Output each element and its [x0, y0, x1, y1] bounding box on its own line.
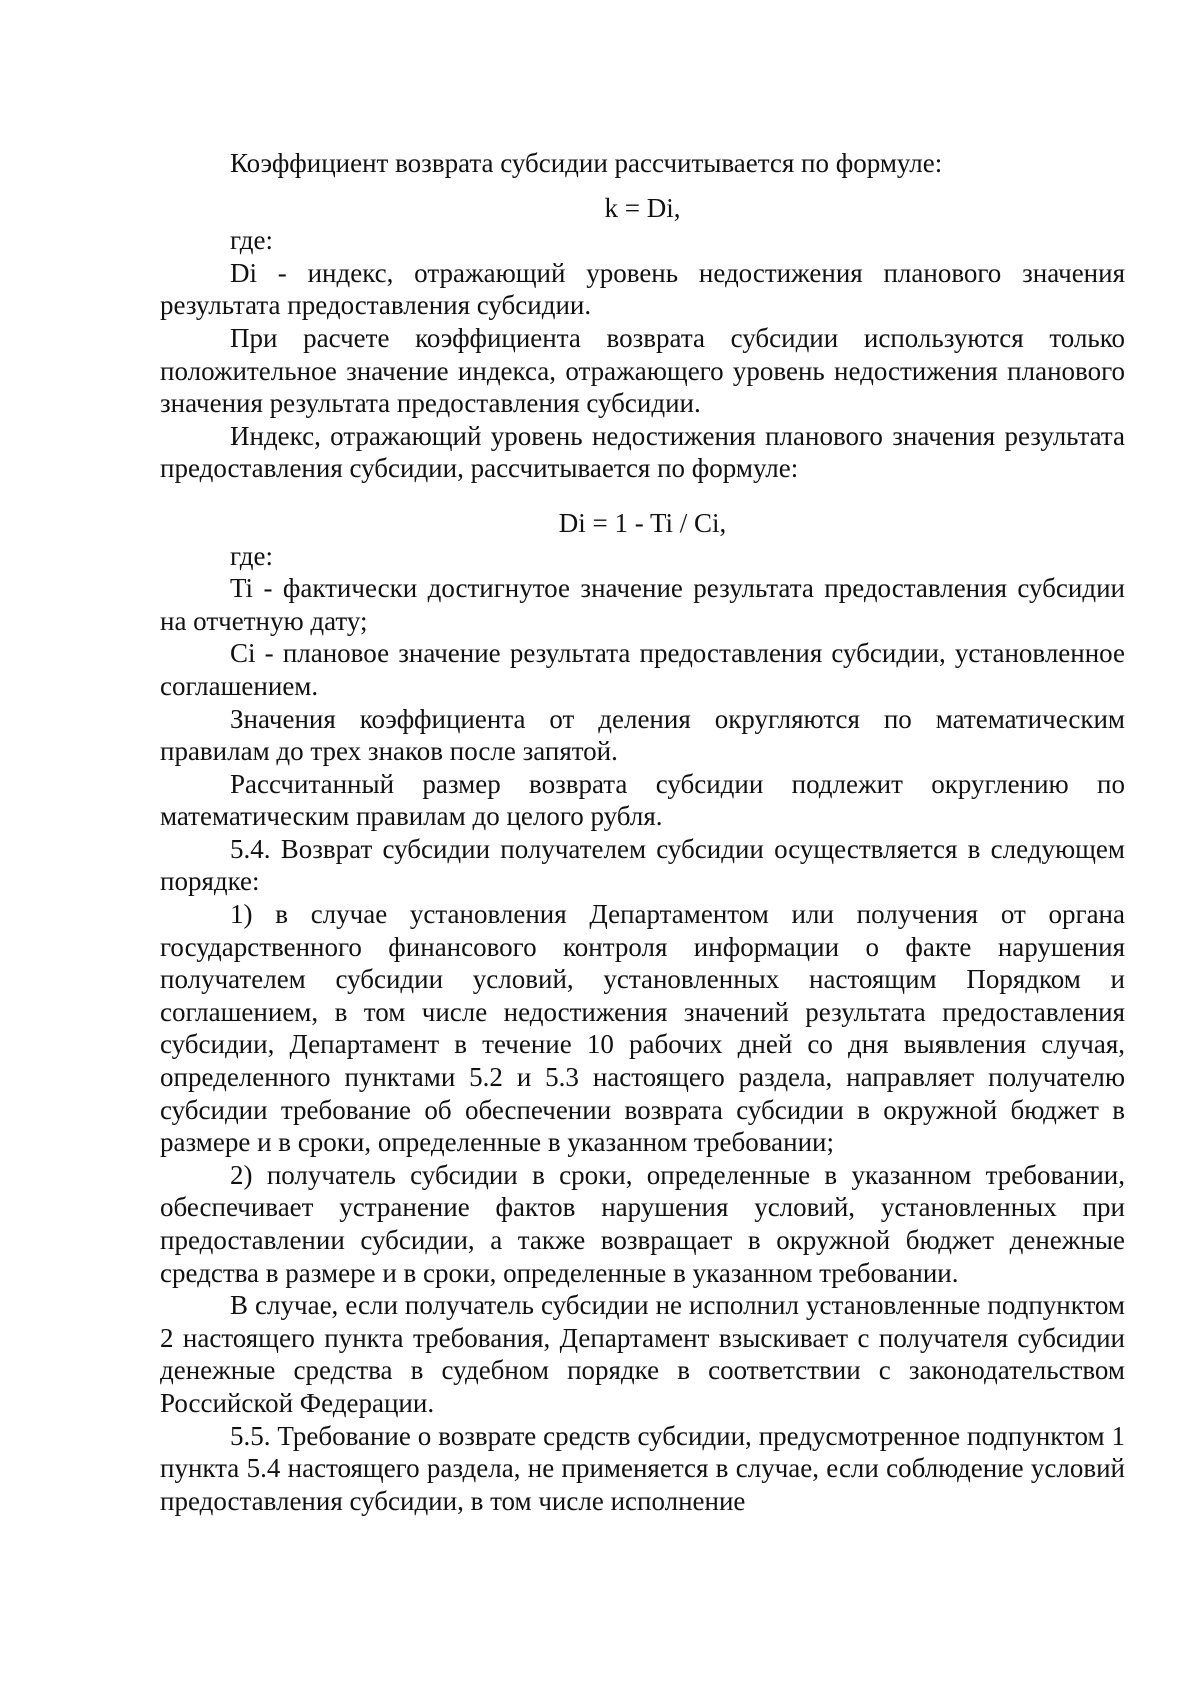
- formula-k: k = Di,: [604, 192, 681, 223]
- paragraph-rounding-coefficient: Значения коэффициента от деления округляются по математическим правилам до трех знаков после запятой.: [160, 703, 1125, 767]
- paragraph-court-recovery: В случае, если получатель субсидии не исполнил установленные подпунктом 2 настоящего пункта требования, Департамент взыскивает с получателя субсидии денежные средства в судебном порядке в соответствии с законодательством Российской Федерации.: [160, 1290, 1125, 1418]
- paragraph-clause-5-5: 5.5. Требование о возврате средств субсидии, предусмотренное подпунктом 1 пункта 5.4 настоящего раздела, не применяется в случае, если соблюдение условий предоставления субсидии, в том числе исполнение: [160, 1420, 1125, 1516]
- paragraph-ti-definition: Ti - фактически достигнутое значение результата предоставления субсидии на отчетную дату;: [160, 573, 1125, 636]
- paragraph-di-definition: Di - индекс, отражающий уровень недостижения планового значения результата предоставления субсидии.: [160, 257, 1125, 321]
- paragraph-where: где:: [230, 540, 273, 571]
- paragraph-where: где:: [230, 225, 273, 256]
- paragraph-rounding-amount: Рассчитанный размер возврата субсидии подлежит округлению по математическим правилам до целого рубля.: [160, 768, 1125, 832]
- paragraph-subclause-2: 2) получатель субсидии в сроки, определенные в указанном требовании, обеспечивает устранение фактов нарушения условий, установленных при предоставлении субсидии, а также возвращает в окружной бюджет денежные средства в размере и в сроки, определенные в указанном требовании.: [160, 1159, 1125, 1288]
- formula-di: Di = 1 - Ti / Ci,: [558, 507, 727, 538]
- paragraph-positive-index: При расчете коэффициента возврата субсидии используются только положительное значение индекса, отражающего уровень недостижения планового значения результата предоставления субсидии.: [160, 322, 1125, 419]
- paragraph-formula-intro: Коэффициент возврата субсидии рассчитывается по формуле:: [230, 148, 943, 178]
- document-body: [160, 147, 1125, 1517]
- paragraph-ci-definition: Ci - плановое значение результата предоставления субсидии, установленное соглашением.: [160, 638, 1125, 701]
- paragraph-subclause-1: 1) в случае установления Департаментом или получения от органа государственного финансового контроля информации о факте нарушения получателем субсидии условий, установленных настоящим Порядком и соглашением, в том числе недостижения значений результата предоставления субсидии, Департамент в течение 10 рабочих дней со дня выявления случая, определенного пунктами 5.2 и 5.3 настоящего раздела, направляет получателю субсидии требование об обеспечении возврата субсидии в окружной бюджет в размере и в сроки, определенные в указанном требовании;: [160, 899, 1125, 1158]
- paragraph-clause-5-4: 5.4. Возврат субсидии получателем субсидии осуществляется в следующем порядке:: [160, 833, 1125, 897]
- paragraph-index-formula-intro: Индекс, отражающий уровень недостижения планового значения результата предоставления субсидии, рассчитывается по формуле:: [160, 420, 1125, 484]
